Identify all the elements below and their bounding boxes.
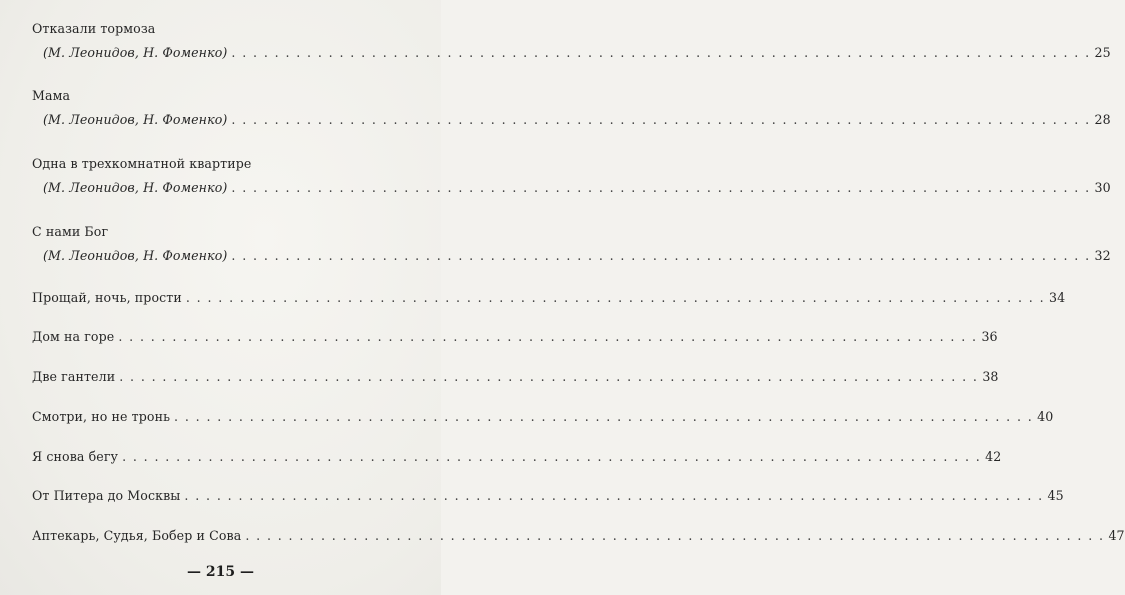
toc-entry xyxy=(32,487,1064,504)
toc-entry-authors: (М. Леонидов, Н. Фоменко) xyxy=(43,112,228,127)
dot-leader: . . . . . . . . . . . . . . . . . . . . . . . . . . . . . . . . . . . . . . . . . . . . . . . . . . . . . . . . . . . . . . . . . . . . . . . . . . . . . . . . xyxy=(231,45,1091,60)
dot-leader: . . . . . . . . . . . . . . . . . . . . . . . . . . . . . . . . . . . . . . . . . . . . . . . . . . . . . . . . . . . . . . . . . . . . . . . . . . . . . . . . xyxy=(231,112,1091,127)
dot-leader: . . . . . . . . . . . . . . . . . . . . . . . . . . . . . . . . . . . . . . . . . . . . . . . . . . . . . . . . . . . . . . . . . . . . . . . . . . . . . . . . xyxy=(231,248,1091,263)
toc-entry-page-number: 30 xyxy=(1094,180,1111,195)
dot-leader: . . . . . . . . . . . . . . . . . . . . . . . . . . . . . . . . . . . . . . . . . . . . . . . . . . . . . . . . . . . . . . . . . . . . . . . . . . . . . . . . xyxy=(185,290,1045,305)
dot-leader: . . . . . . . . . . . . . . . . . . . . . . . . . . . . . . . . . . . . . . . . . . . . . . . . . . . . . . . . . . . . . . . . . . . . . . . . . . . . . . . . xyxy=(184,488,1044,503)
dot-leader: . . . . . . . . . . . . . . . . . . . . . . . . . . . . . . . . . . . . . . . . . . . . . . . . . . . . . . . . . . . . . . . . . . . . . . . . . . . . . . . . xyxy=(231,180,1091,195)
toc-entry xyxy=(32,368,999,385)
dot-leader: . . . . . . . . . . . . . . . . . . . . . . . . . . . . . . . . . . . . . . . . . . . . . . . . . . . . . . . . . . . . . . . . . . . . . . . . . . . . . . . . xyxy=(119,369,979,384)
toc-entry-title: С нами Бог xyxy=(32,224,109,239)
toc-entry-title: Я снова бегу xyxy=(32,449,119,464)
toc-entry-title: От Питера до Москвы xyxy=(32,488,181,503)
dot-leader: . . . . . . . . . . . . . . . . . . . . . . . . . . . . . . . . . . . . . . . . . . . . . . . . . . . . . . . . . . . . . . . . . . . . . . . . . . . . . . . . xyxy=(122,449,982,464)
toc-entry xyxy=(32,20,1111,61)
toc-entry-authors: (М. Леонидов, Н. Фоменко) xyxy=(43,45,228,60)
toc-entry-authors: (М. Леонидов, Н. Фоменко) xyxy=(43,248,228,263)
toc-entry-title: Отказали тормоза xyxy=(32,21,156,36)
dot-leader: . . . . . . . . . . . . . . . . . . . . . . . . . . . . . . . . . . . . . . . . . . . . . . . . . . . . . . . . . . . . . . . . . . . . . . . . . . . . . . . . xyxy=(245,528,1105,543)
toc-entry-page-number: 38 xyxy=(982,369,999,384)
toc-entry-page-number: 28 xyxy=(1094,112,1111,127)
toc-entry xyxy=(32,328,998,345)
toc-entry-title: Одна в трехкомнатной квартире xyxy=(32,156,252,171)
toc-entry-title: Дом на горе xyxy=(32,329,115,344)
toc-entry-title: Мама xyxy=(32,88,71,103)
toc-entry xyxy=(32,223,1111,264)
toc-entry xyxy=(32,155,1111,196)
page-number-footer: — 215 — xyxy=(187,564,254,580)
toc-entry-title: Две гантели xyxy=(32,369,116,384)
toc-entry-title: Аптекарь, Судья, Бобер и Сова xyxy=(32,528,242,543)
dot-leader: . . . . . . . . . . . . . . . . . . . . . . . . . . . . . . . . . . . . . . . . . . . . . . . . . . . . . . . . . . . . . . . . . . . . . . . . . . . . . . . . xyxy=(118,329,978,344)
toc-entry-page-number: 45 xyxy=(1047,488,1064,503)
toc-entry xyxy=(32,289,1066,306)
toc-entry xyxy=(32,408,1054,425)
toc-entry xyxy=(32,527,1125,544)
toc-entry-page-number: 36 xyxy=(981,329,998,344)
toc-entry-page-number: 47 xyxy=(1108,528,1125,543)
dot-leader: . . . . . . . . . . . . . . . . . . . . . . . . . . . . . . . . . . . . . . . . . . . . . . . . . . . . . . . . . . . . . . . . . . . . . . . . . . . . . . . . xyxy=(174,409,1034,424)
toc-entry-page-number: 40 xyxy=(1037,409,1054,424)
toc-entry xyxy=(32,87,1111,128)
toc-entry xyxy=(32,448,1002,465)
toc-entry-title: Прощай, ночь, прости xyxy=(32,290,182,305)
toc-entry-page-number: 32 xyxy=(1094,248,1111,263)
toc-entry-page-number: 34 xyxy=(1048,290,1066,305)
toc-entry-page-number: 42 xyxy=(985,449,1002,464)
toc-entry-title: Смотри, но не тронь xyxy=(32,409,171,424)
toc-entry-page-number: 25 xyxy=(1094,45,1111,60)
toc-entry-authors: (М. Леонидов, Н. Фоменко) xyxy=(43,180,228,195)
